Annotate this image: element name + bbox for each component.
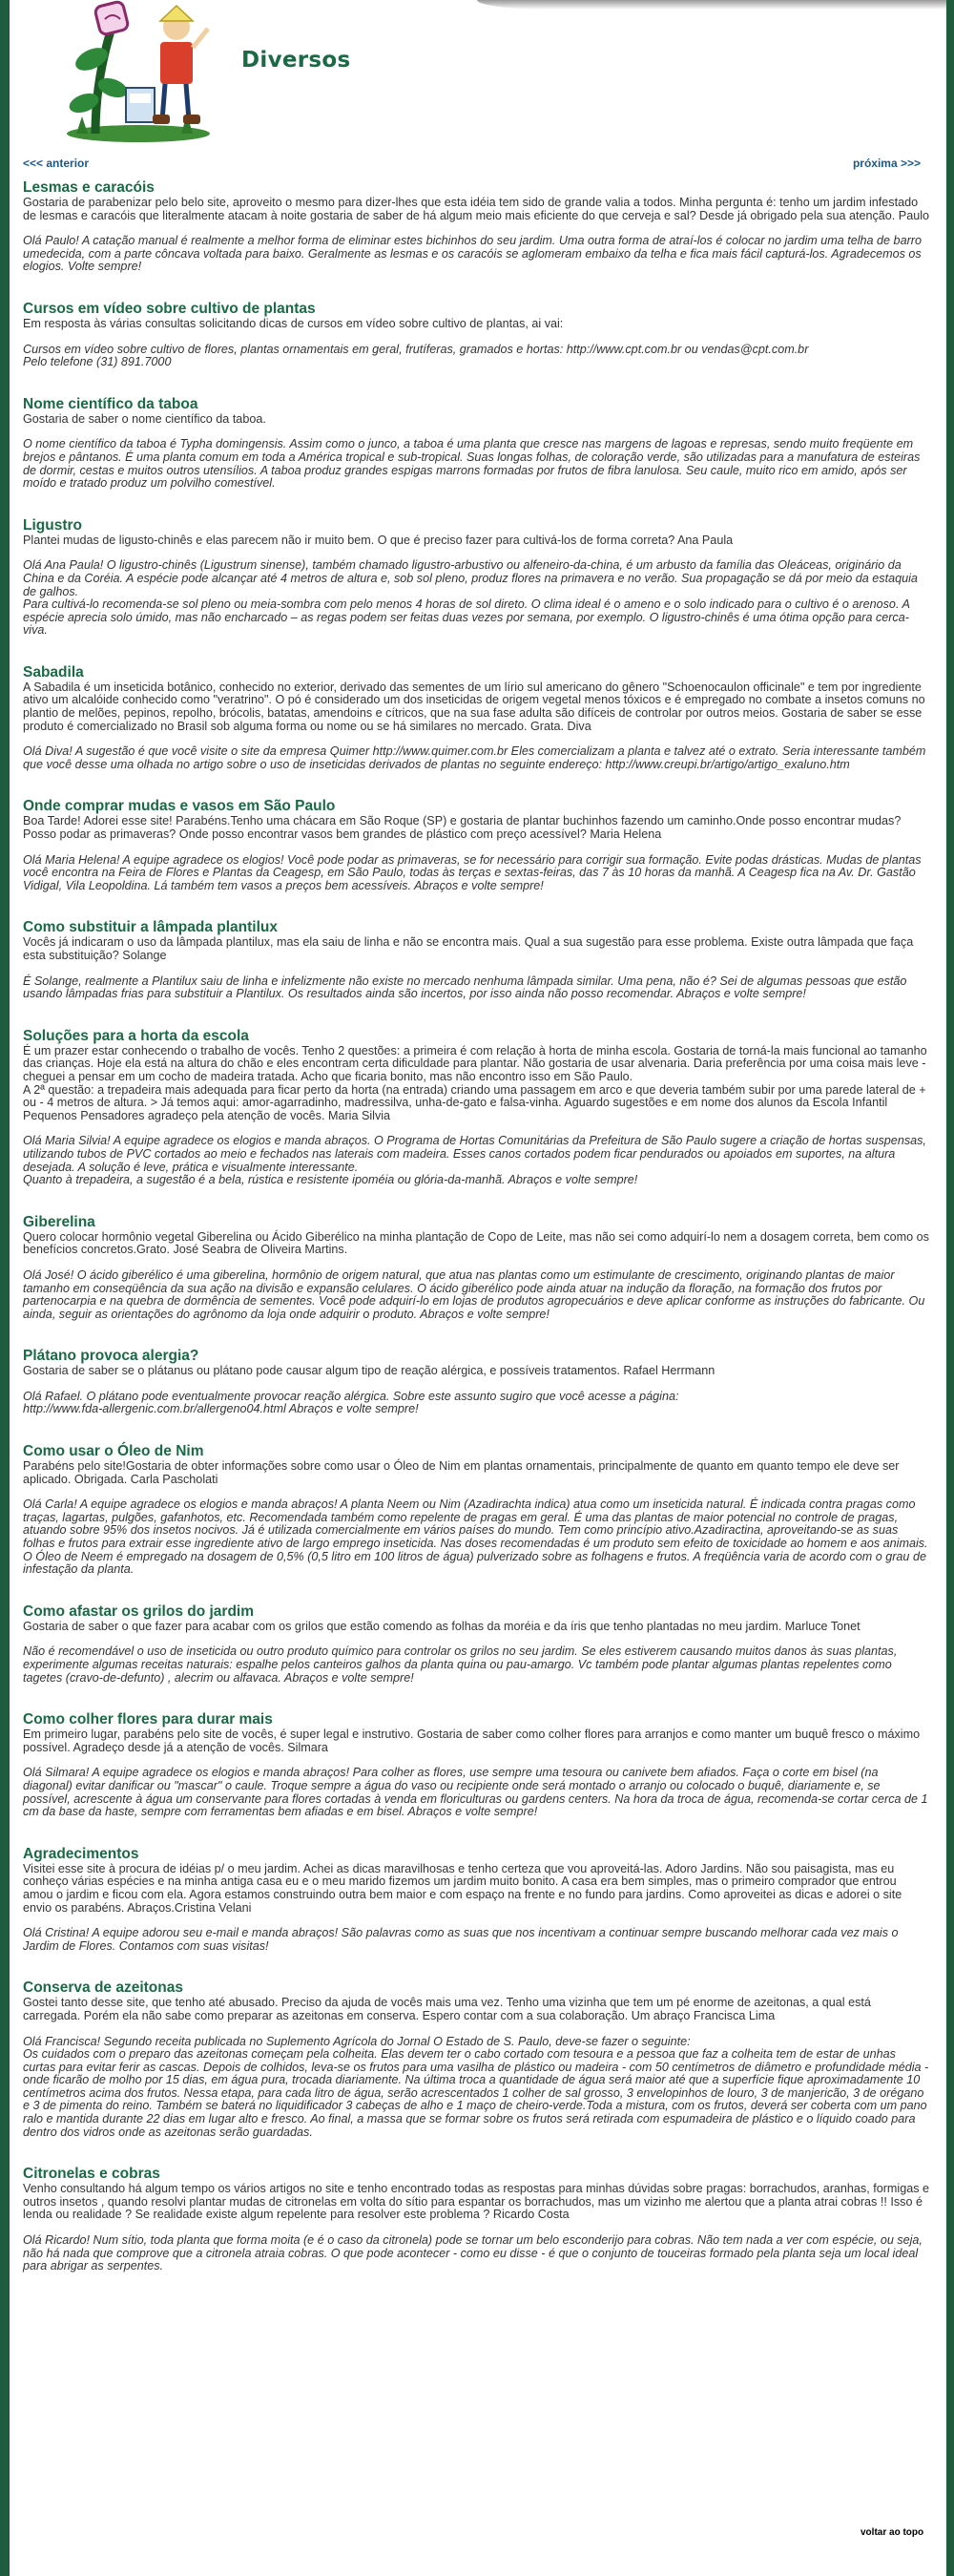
answer-text: ou xyxy=(681,342,702,356)
qa-entry xyxy=(23,1214,929,1322)
qa-entry xyxy=(23,2166,929,2273)
entry-question: Visitei esse site à procura de idéias p/ o meu jardim. Achei as dicas maravilhosas e tenho certeza que vou aproveitá-las. Adoro Jardins. Não sou paisagista, mas eu conheço várias espécies e na minha antiga casa eu e o meu marido fizemos um jardim muito bonito. A casa era bem simples, mas o primeiro comprador que entrou amou o jardim e ficou com ela. Agora estamos construindo outra bem maior e com espaço na frente e no fundo para jardins. Como aproveitei as dicas e adorei o site envio os parabéns. Abraços.Cristina Velani xyxy=(23,1861,902,1915)
entry-question: Gostei tanto desse site, que tenho até abusado. Preciso da ajuda de vocês mais uma vez. Tenho uma vizinha que tem um pé enorme de azeitonas, a qual está carregada. Porém ela não sabe como preparar as azeitonas em conserva. Espero contar com a sua colaboração. Um abraço Francisca Lima xyxy=(23,1996,871,2022)
entry-title: Plátano provoca alergia? xyxy=(23,1348,199,1365)
qa-entry xyxy=(23,517,929,638)
entry-answer xyxy=(23,745,929,771)
entry-title: Nome científico da taboa xyxy=(23,395,198,412)
entry-answer: Olá Carla! A equipe agradece os elogios e manda abraços! A planta Neem ou Nim (Azadirachta indica) atua como um inseticida natural. É indicada contra pragas como traças, lagartas, pulgões, gafanhotos, etc. Recomendada também como repelente de pragas em geral. É uma das plantas de maior potencial no controle de pragas, atuando sobre 95% dos insetos nocivos. Já é utilizada comercialmente em vários países do mundo. Tem como princípio ativo.Azadiractina, aproveitando-se as suas folhas e frutos para extrair esse ingrediente ativo de largo emprego inseticida. Nas doses recomendadas é um produto sem efeito de toxicidade ao homem e aos animais. O Óleo de Neem é empregado na dosagem de 0,5% (0,5 litro em 100 litros de água) pulverizado sobre as folhagens e frutos. A freqüência varia de acordo com o grau de infestação da planta. xyxy=(23,1497,928,1577)
entry-title: Como colher flores para durar mais xyxy=(23,1711,273,1728)
entry-answer: Olá Ana Paula! O ligustro-chinês (Ligustrum sinense), também chamado ligustro-arbustivo ou alfeneiro-da-china, é um arbusto da família das Oleáceas, originário da China e da Coréia. A espécie pode alcançar até 4 metros de altura e, sob sol pleno, produz flores na primavera e no verão. Sua propagação se dá por meio da estaquia de galhos. Para cultivá-lo recomenda-se sol pleno ou meia-sombra com pelo menos 4 horas de sol direto. O clima ideal é o ameno e o solo indicado para o cultivo é o arenoso. A espécie aprecia solo úmido, mas não encharcado – as regas podem ser feitas duas vezes por semana, por exemplo. O ligustro-chinês é uma ótima opção para cerca-viva. xyxy=(23,558,918,638)
qa-entry xyxy=(23,1603,929,1685)
entry-answer xyxy=(23,344,929,369)
allergenic-website-link[interactable]: http://www.fda-allergenic.com.br/allergeno04.html xyxy=(23,1402,286,1416)
header xyxy=(10,0,946,153)
entry-question: Gostaria de saber se o plátanus ou plátano pode causar algum tipo de reação alérgica, e possíveis tratamentos. Rafael Herrmann xyxy=(23,1364,716,1378)
entry-question: É um prazer estar conhecendo o trabalho de vocês. Tenho 2 questões: a primeira é com relação à horta de minha escola. Gostaria de torná-la mais funcional ao tamanho das crianças. Hoje ela está na altura do chão e eles encontram certa dificuldade para plantar. Não gostaria de usar alvenaria. Daria preferência por uma coisa mais leve - cheguei a pensar em um cocho de madeira tratada. Acho que ficaria bonito, mas não encontro isso em São Paulo. A 2ª questão: a trepadeira mais adequada para ficar perto da horta (na entrada) criando uma passagem em arco e que deveria também subir por uma parede lateral de + ou - 4 metros de altura. > Já temos aqui: amor-agarradinho, madressilva, unha-de-gato e falsa-vinha. Aguardo sugestões e em nome dos alunos da Escola Infantil Pequenos Pensadores agradeço pela atenção de vocês. Maria Silvia xyxy=(23,1043,927,1122)
entry-answer: Olá Maria Silvia! A equipe agradece os elogios e manda abraços. O Programa de Hortas Comunitárias da Prefeitura de São Paulo sugere a criação de hortas suspensas, utilizando tubos de PVC cortados ao meio e fechados nas laterais com madeira. Esses canos cortados podem ficar pendurados ou apoiados em suportes, na altura desejada. A solução é leve, prática e visualmente interessante. Quanto à trepadeira, a sugestão é a bela, rústica e resistente ipoméia ou glória-da-manhã. Abraços e volte sempre! xyxy=(23,1134,926,1187)
entry-question: Gostaria de parabenizar pelo belo site, aproveito o mesmo para dizer-lhes que esta idéia tem sido de grande valia a todos. Minha pergunta é: tenho um jardim infestado de lesmas e caracóis que literalmente atacam à noite gostaria de saber de há algum meio mais eficiente do que cerveja e sal? Desde já obrigado pela sua atenção. Paulo xyxy=(23,196,929,222)
qa-entry xyxy=(23,179,929,274)
entry-answer: Não é recomendável o uso de inseticida ou outro produto químico para controlar os grilos no seu jardim. Se eles estiverem causando muitos danos às suas plantas, experimente algumas receitas naturais: espalhe pelos canteiros galhos da planta quina ou pau-amargo. Vc também pode plantar algumas plantas repelentes como tagetes (cravo-de-defunto) , alecrim ou alfavaca. Abraços e volte sempre! xyxy=(23,1644,898,1685)
answer-text: Eles comercializam a planta e talvez até o extrato. Seria interessante também que você desse uma olhada no artigo sobre o uso de inseticidas derivados de plantas no seguinte endereço: xyxy=(23,744,926,771)
back-to-top-link[interactable]: voltar ao topo xyxy=(861,2527,924,2538)
answer-text: Olá Rafael. O plátano pode eventualmente provocar reação alérgica. Sobre este assunto sugiro que você acesse a página: xyxy=(23,1389,679,1403)
entry-title: Conserva de azeitonas xyxy=(23,1979,183,1997)
entry-answer: Olá Paulo! A catação manual é realmente a melhor forma de eliminar estes bichinhos do seu jardim. Uma outra forma de atraí-los é colocar no jardim uma telha de barro umedecida, com a parte côncava voltada para baixo. Geralmente as lesmas e os caracóis se aglomeram embaixo da telha e fica mais fácil capturá-los. Agradecemos os elogios. Volte sempre! xyxy=(23,234,922,274)
cpt-website-link[interactable]: http://www.cpt.com.br xyxy=(566,342,682,356)
cpt-email-link[interactable]: vendas@cpt.com.br xyxy=(701,342,809,356)
entry-question: Venho consultando há algum tempo os vários artigos no site e tenho encontrado todas as respostas para minhas dúvidas sobre pragas: borrachudos, aranhas, formigas e outros insetos , quando resolvi plantar mudas de citronelas em volta do sítio para espantar os borrachudos, mas um vizinho me alertou que a planta atrai cobras !! Isso é lenda ou realidade ? Se realidade existe algum repelente para resolver este problema ? Ricardo Costa xyxy=(23,2182,930,2222)
entry-title: Ligustro xyxy=(23,516,82,534)
entry-answer: É Solange, realmente a Plantilux saiu de linha e infelizmente não existe no mercado nenhuma lâmpada similar. Uma pena, não é? Sei de algumas pessoas que estão usando lâmpadas frias para substituir a Plantilux. Os resultados ainda são incertos, por isso ainda não posso recomendar. Abraços e volte sempre! xyxy=(23,974,907,1001)
previous-page-link[interactable]: <<< anterior xyxy=(23,157,90,170)
gardener-mascot-icon xyxy=(57,0,219,145)
qa-entry xyxy=(23,664,929,772)
qa-entry xyxy=(23,1348,929,1416)
entry-question: Gostaria de saber o nome científico da taboa. xyxy=(23,411,266,426)
entry-title: Agradecimentos xyxy=(23,1845,139,1862)
entry-question: Boa Tarde! Adorei esse site! Parabéns.Tenho uma chácara em São Roque (SP) e gostaria de plantar buchinhos fazendo um caminho.Onde posso encontrar mudas? Posso podar as primaveras? Onde posso encontrar vasos bem grandes de plástico com preço acessível? Maria Helena xyxy=(23,814,902,842)
answer-text: Olá Diva! A sugestão é que você visite o site da empresa Quimer xyxy=(23,744,373,759)
entry-answer: Olá Ricardo! Num sítio, toda planta que forma moita (e é o caso da citronela) pode se tornar um belo esconderijo para cobras. Não tem nada a ver com espécie, ou seja, não há nada que comprove que a citronela atraia cobras. O que pode acontecer - como eu disse - é que o conjunto de touceiras formado pela planta seja um local ideal para abrigar as serpentes. xyxy=(23,2233,923,2273)
entry-title: Sabadila xyxy=(23,663,84,681)
entry-title: Cursos em vídeo sobre cultivo de plantas xyxy=(23,300,316,317)
entry-title: Como usar o Óleo de Nim xyxy=(23,1443,204,1460)
creupi-article-link[interactable]: http://www.creupi.br/artigo/artigo_exaluno.htm xyxy=(605,757,850,771)
entry-answer: Olá Silmara! A equipe agradece os elogios e manda abraços! Para colher as flores, use sempre uma tesoura ou canivete bem afiados. Faça o corte em bisel (na diagonal) evitar danificar ou "mascar" o caule. Troque sempre a água do vaso ou recipiente onde será montado o arranjo ou colocado o buquê, diariamente e, se possível, acrescente à água um conservante para flores cortadas à venda em floriculturas ou gardens centers. Na hora da troca de água, recomenda-se cortar cerca de 1 cm da base da haste, sempre com ferramentas bem afiadas e em bisel. Abraços e volte sempre! xyxy=(23,1766,928,1819)
qa-list xyxy=(23,179,929,2300)
entry-question: Parabéns pelo site!Gostaria de obter informações sobre como usar o Óleo de Nim em plantas ornamentais, principalmente de quanto em quanto tempo ele deve ser aplicado. Obrigada. Carla Pascholati xyxy=(23,1459,900,1486)
entry-question: Vocês já indicaram o uso da lâmpada plantilux, mas ela saiu de linha e não se encontra mais. Qual a sua sugestão para esse problema. Existe outra lâmpada que faça esta substituição? Solange xyxy=(23,935,914,962)
qa-entry xyxy=(23,1028,929,1187)
page-title: Diversos xyxy=(241,48,351,73)
entry-title: Como substituir a lâmpada plantilux xyxy=(23,919,278,936)
entry-question: Em primeiro lugar, parabéns pelo site de vocês, é super legal e instrutivo. Gostaria de saber como colher flores para arranjos e como manter um buquê fresco o máximo possível. Agradeço desde já a atenção de vocês. Silmara xyxy=(23,1728,921,1754)
quimer-website-link[interactable]: http://www.quimer.com.br xyxy=(372,744,508,759)
entry-question: A Sabadila é um inseticida botânico, conhecido no exterior, derivado das sementes de um lírio sul americano do gênero "Schoenocaulon officinale" e tem por ingrediente ativo um alcalóide conhecido como "veratrino". O pó é considerado um dos inseticidas de origem vegetal menos tóxicos e é empregado no combate a insetos comuns no plantio de melões, pepinos, repolho, brócolis, batatas, amendoins e cítricos, que na sua fase adulta são difíceis de controlar por outros meios. Gostaria de saber se esse produto é comercializado no Brasil sob alguma forma ou nome ou se há similares no mercado. Grata. Diva xyxy=(23,680,925,733)
entry-answer xyxy=(23,1391,929,1416)
qa-entry xyxy=(23,1979,929,2139)
entry-title: Onde comprar mudas e vasos em São Paulo xyxy=(23,798,336,815)
entry-title: Como afastar os grilos do jardim xyxy=(23,1602,255,1620)
entry-answer: Olá Francisca! Segundo receita publicada no Suplemento Agrícola do Jornal O Estado de S. Paulo, deve-se fazer o seguinte: Os cuidados com o preparo das azeitonas começam pela colheita. Elas devem ter o cabo cortado com tesoura e a pessoa que faz a colheita tem de estar de unhas curtas para evitar ferir as cascas. Depois de colhidos, leva-se os frutos para uma vasilha de plástico ou madeira - com 50 centímetros de diâmetro e profundidade média - onde ficarão de molho por 15 dias, em água pura, trocada diariamente. Na última troca a quantidade de água será maior até que a superfície fique aproximadamente 10 centímetros acima dos frutos. Nessa etapa, para cada litro de água, serão acrescentados 1 colher de sal grosso, 3 envelopinhos de louro, 3 de manjericão, 3 de orégano e 3 de pimenta do reino. Também se baterá no liquidificador 3 cabeças de alho e 1 maço de cheiro-verde.Toda a mistura, com os frutos, deverá ser coberta com um pano ralo e mantida durante 22 dias em lugar alto e fresco. Ao final, a massa que se formar sobre os frutos será retirada com espumadeira de plástico e o líquido coado para dentro dos vidros onde as azeitonas serão guardadas. xyxy=(23,2034,929,2139)
entry-question: Plantei mudas de ligusto-chinês e elas parecem não ir muito bem. O que é preciso fazer para cultivá-los de forma correta? Ana Paula xyxy=(23,533,734,547)
page xyxy=(10,0,946,2576)
entry-title: Lesmas e caracóis xyxy=(23,179,155,196)
next-page-link[interactable]: próxima >>> xyxy=(852,157,921,170)
entry-question: Gostaria de saber o que fazer para acabar com os grilos que estão comendo as folhas da moréia e da íris que tenho plantadas no meu jardim. Marluce Tonet xyxy=(23,1619,861,1633)
qa-entry xyxy=(23,919,929,1000)
entry-answer: Olá Maria Helena! A equipe agradece os elogios! Você pode podar as primaveras, se for necessário para corrigir sua formação. Evite podas drásticas. Mudas de plantas você encontra na Feira de Flores e Plantas da Ceagesp, em São Paulo, todas às terças e sextas-feiras, das 7 às 10 horas da manhã. A Ceagesp fica na Av. Dr. Gastão Vidigal, Vila Leopoldina. Lá também tem vasos a preços bem acessíveis. Abraços e volte sempre! xyxy=(23,852,922,892)
qa-entry xyxy=(23,301,929,369)
answer-text: Pelo telefone (31) 891.7000 xyxy=(23,355,172,369)
qa-entry xyxy=(23,798,929,892)
entry-question: Em resposta às várias consultas solicitando dicas de cursos em vídeo sobre cultivo de plantas, ai vai: xyxy=(23,316,564,330)
answer-text: Abraços e volte sempre! xyxy=(285,1402,419,1416)
answer-text: Cursos em vídeo sobre cultivo de flores, plantas ornamentais em geral, frutíferas, gramados e hortas: xyxy=(23,342,567,356)
qa-entry xyxy=(23,1711,929,1819)
entry-question: Quero colocar hormônio vegetal Giberelina ou Ácido Giberélico na minha plantação de Copo de Leite, mas não sei como adquirí-lo nem a dosagem correta, bem como os benefícios concretos.Grato. José Seabra de Oliveira Martins. xyxy=(23,1229,929,1257)
entry-title: Giberelina xyxy=(23,1213,95,1230)
entry-answer: Olá José! O ácido giberélico é uma giberelina, hormônio de origem natural, que atua nas plantas como um estimulante de crescimento, originando plantas de maior tamanho em conseqüência da sua ação na divisão e expansão celulares. O ácido giberélico pode ainda atuar na indução da floração, na formação dos frutos por partenocarpia e na quebra de dormência de sementes. Você pode adquirí-lo em lojas de produtos agropecuários e deve aplicar conforme as instruções do fabricante. Ou ainda, seguir as orientações do agrônomo da loja onde adquirir o produto. Abraços e volte sempre! xyxy=(23,1267,925,1321)
qa-entry xyxy=(23,396,929,491)
entry-title: Citronelas e cobras xyxy=(23,2166,160,2183)
entry-answer: Olá Cristina! A equipe adorou seu e-mail e manda abraços! São palavras como as suas que nos incentivam a continuar sempre buscando melhorar cada vez mais o Jardim de Flores. Contamos com suas visitas! xyxy=(23,1926,899,1953)
entry-title: Soluções para a horta da escola xyxy=(23,1027,249,1044)
qa-entry xyxy=(23,1443,929,1577)
entry-answer: O nome científico da taboa é Typha domingensis. Assim como o junco, a taboa é uma planta que cresce nas margens de lagoas e represas, sendo muito freqüente em brejos e pântanos. É uma planta comum em toda a América tropical e sub-tropical. Suas longas folhas, de coloração verde, são utilizadas para a manufatura de esteiras de dormir, cestas e muitos outros utensílios. A taboa produz grandes espigas marrons formadas por frutos de fibra lanulosa. Seu caule, muito rico em amido, após ser moído e tratado produz um polvilho comestível. xyxy=(23,437,921,491)
qa-entry xyxy=(23,1846,929,1954)
